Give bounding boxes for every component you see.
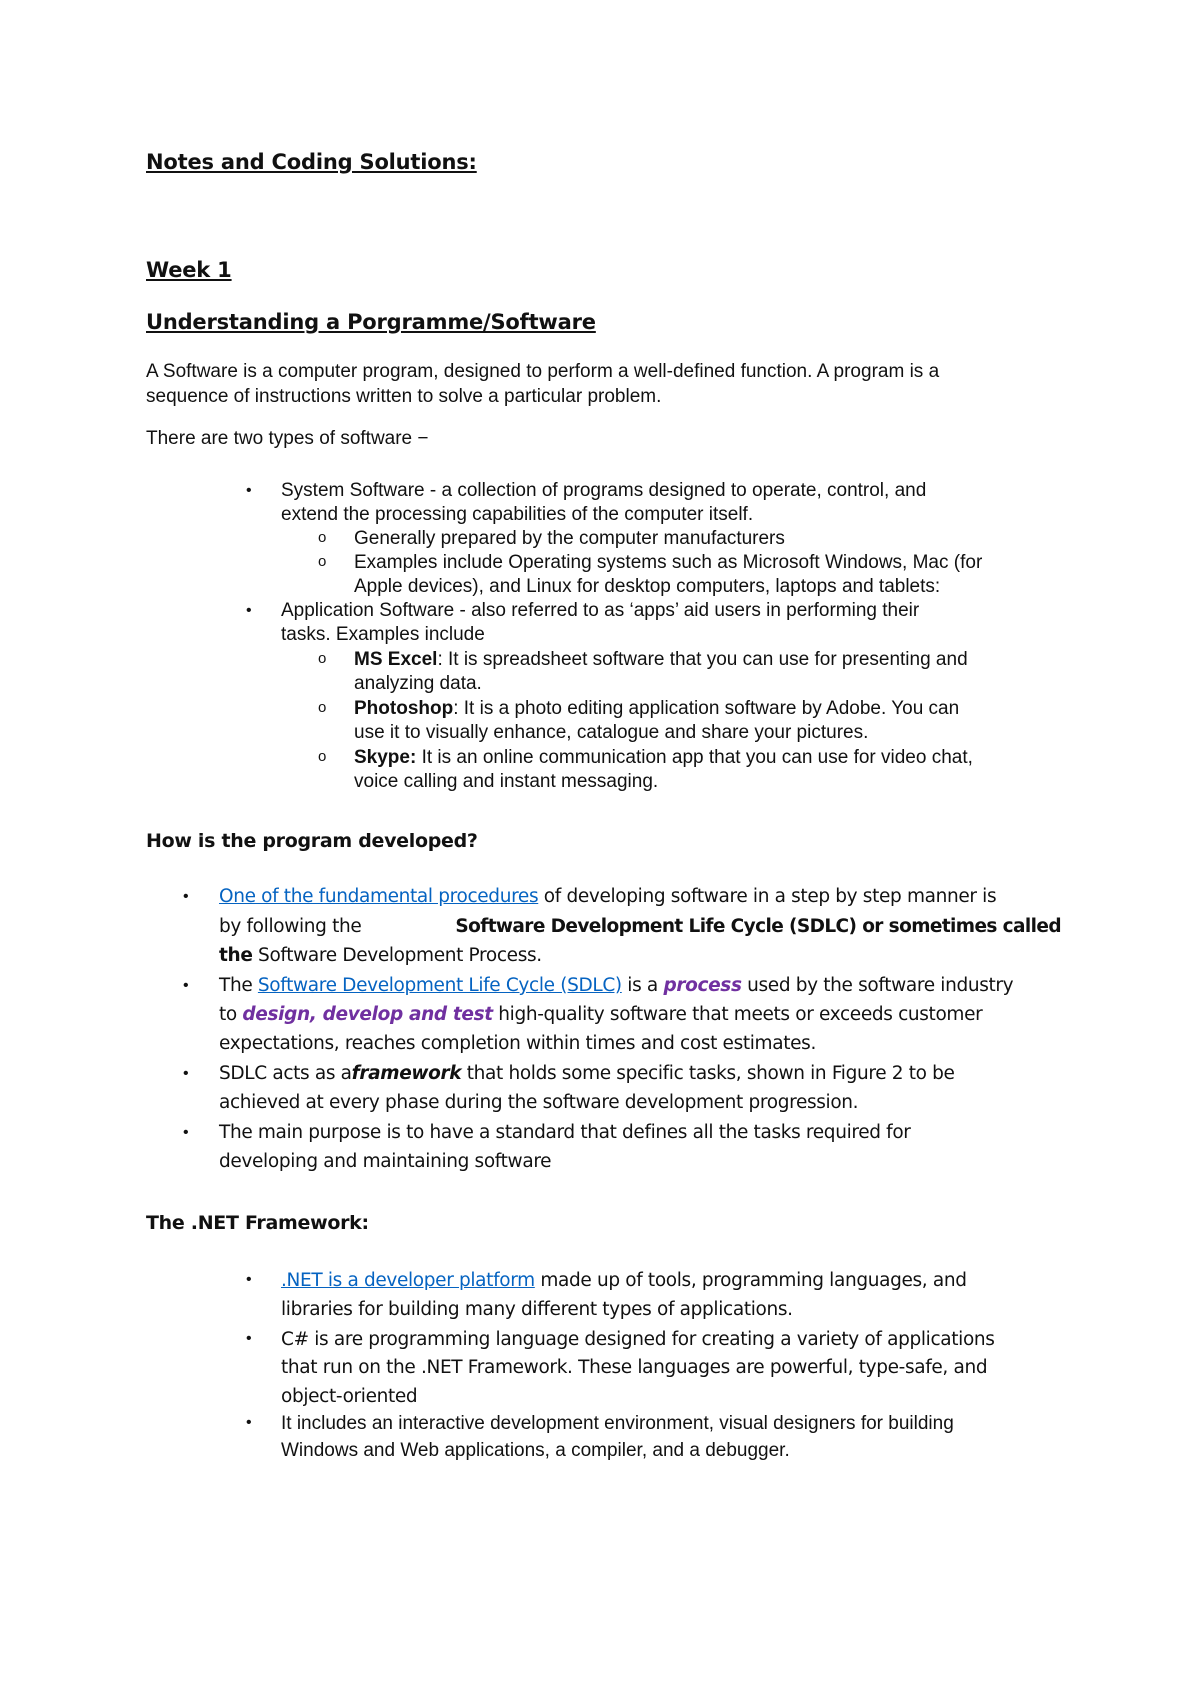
circle-bullet-icon: o bbox=[318, 553, 327, 570]
bullet-icon: • bbox=[246, 1330, 252, 1347]
dotnet-platform-link[interactable]: .NET is a developer platform bbox=[281, 1270, 535, 1291]
list-item-line: the Software Development Process. bbox=[219, 945, 542, 966]
bullet-icon: • bbox=[183, 977, 189, 994]
circle-bullet-icon: o bbox=[318, 529, 327, 546]
bullet-icon: • bbox=[246, 1271, 252, 1288]
list-item-line: One of the fundamental procedures of developing software in a step by step manner is bbox=[219, 886, 997, 907]
sub-list-item-line: analyzing data. bbox=[354, 673, 482, 694]
circle-bullet-icon: o bbox=[318, 699, 327, 716]
intro-paragraph-line: sequence of instructions written to solve a particular problem. bbox=[146, 386, 662, 407]
intro-paragraph-line: A Software is a computer program, designed to perform a well-defined function. A program is a bbox=[146, 361, 940, 382]
sub-list-item-line: Apple devices), and Linux for desktop computers, laptops and tablets: bbox=[354, 576, 941, 597]
list-item-line: The Software Development Life Cycle (SDLC) is a process used by the software industry bbox=[219, 975, 1014, 996]
section-heading-dotnet: The .NET Framework: bbox=[146, 1212, 369, 1234]
sdlc-link[interactable]: Software Development Life Cycle (SDLC) bbox=[257, 975, 622, 996]
list-item-line: extend the processing capabilities of the computer itself. bbox=[281, 504, 754, 525]
sub-list-item-line: MS Excel: It is spreadsheet software that you can use for presenting and bbox=[354, 649, 968, 670]
sub-list-item-line: Skype: It is an online communication app that you can use for video chat, bbox=[354, 747, 973, 768]
list-item-line: expectations, reaches completion within times and cost estimates. bbox=[219, 1033, 816, 1054]
circle-bullet-icon: o bbox=[318, 748, 327, 765]
sub-list-item-line: Generally prepared by the computer manufacturers bbox=[354, 528, 785, 549]
list-item-line: Application Software - also referred to as ‘apps’ aid users in performing their bbox=[281, 600, 920, 621]
list-item-line: developing and maintaining software bbox=[219, 1151, 552, 1172]
list-item-line: by following the Software Development Life Cycle (SDLC) or sometimes called bbox=[219, 916, 1061, 937]
bullet-icon: • bbox=[183, 888, 189, 905]
list-item-line: SDLC acts as aframework that holds some specific tasks, shown in Figure 2 to be bbox=[219, 1063, 955, 1084]
list-item-line: libraries for building many different types of applications. bbox=[281, 1299, 793, 1320]
week-heading: Week 1 bbox=[146, 258, 232, 282]
list-item-line: achieved at every phase during the software development progression. bbox=[219, 1092, 859, 1113]
circle-bullet-icon: o bbox=[318, 650, 327, 667]
sub-list-item-line: use it to visually enhance, catalogue and share your pictures. bbox=[354, 722, 869, 743]
list-item-line: to design, develop and test high-quality software that meets or exceeds customer bbox=[219, 1004, 983, 1025]
list-item-line: Windows and Web applications, a compiler, and a debugger. bbox=[281, 1440, 790, 1461]
list-item-line: The main purpose is to have a standard that defines all the tasks required for bbox=[219, 1122, 911, 1143]
bullet-icon: • bbox=[246, 482, 252, 499]
fundamental-procedures-link[interactable]: One of the fundamental procedures bbox=[219, 886, 539, 907]
section-heading-development: How is the program developed? bbox=[146, 830, 478, 852]
list-item-line: It includes an interactive development environment, visual designers for building bbox=[281, 1413, 954, 1434]
bullet-icon: • bbox=[246, 602, 252, 619]
bullet-icon: • bbox=[183, 1124, 189, 1141]
list-item-line: object-oriented bbox=[281, 1386, 418, 1407]
section-heading-software: Understanding a Porgramme/Software bbox=[146, 310, 596, 334]
list-item-line: that run on the .NET Framework. These languages are powerful, type-safe, and bbox=[281, 1357, 988, 1378]
list-item-line: System Software - a collection of programs designed to operate, control, and bbox=[281, 480, 927, 501]
types-line: There are two types of software − bbox=[146, 428, 429, 449]
sub-list-item-line: Examples include Operating systems such as Microsoft Windows, Mac (for bbox=[354, 552, 983, 573]
bullet-icon: • bbox=[183, 1065, 189, 1082]
sub-list-item-line: voice calling and instant messaging. bbox=[354, 771, 659, 792]
sub-list-item-line: Photoshop: It is a photo editing application software by Adobe. You can bbox=[354, 698, 960, 719]
list-item-line: tasks. Examples include bbox=[281, 624, 485, 645]
bullet-icon: • bbox=[246, 1414, 252, 1431]
page-title: Notes and Coding Solutions: bbox=[146, 150, 477, 174]
list-item-line: .NET is a developer platform made up of tools, programming languages, and bbox=[281, 1270, 967, 1291]
list-item-line: C# is are programming language designed for creating a variety of applications bbox=[281, 1329, 995, 1350]
